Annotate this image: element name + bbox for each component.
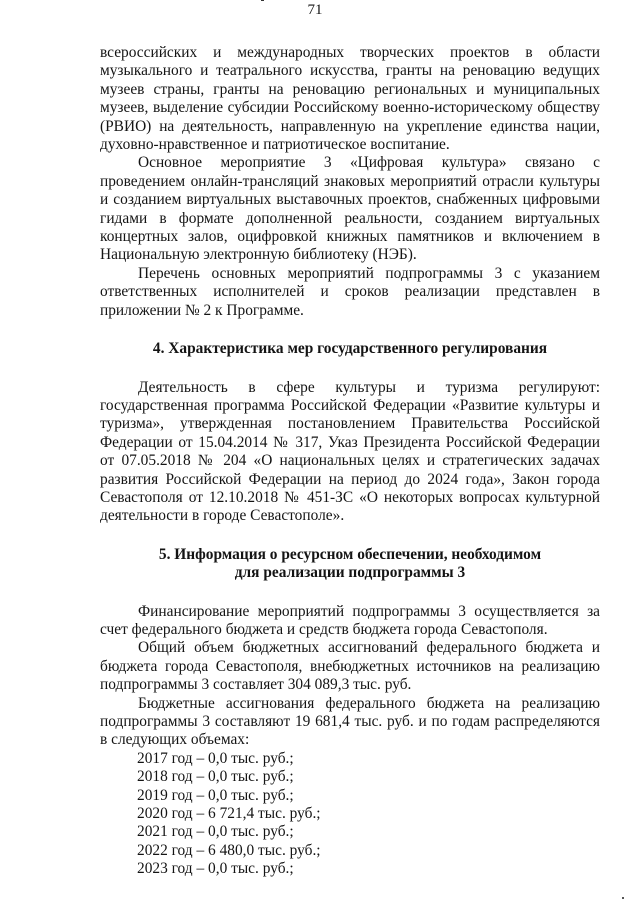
list-item: 2021 год – 0,0 тыс. руб.;: [137, 823, 294, 841]
section-5-heading-line-1: 5. Информация о ресурсном обеспечении, необходимом: [158, 545, 542, 563]
list-item: 2019 год – 0,0 тыс. руб.;: [137, 786, 294, 804]
yearly-allocations-list: [100, 750, 600, 879]
paragraph-financing: Финансирование мероприятий подпрограммы 3 осуществляется за счет федерального бюджета и средств бюджета города Севастополя.: [100, 602, 600, 638]
paragraph-digital-culture: Основное мероприятие 3 «Цифровая культура» связано с проведением онлайн-трансляций знаковых мероприятий отрасли культуры и созданием виртуальных выставочных проектов, снабженных цифровыми гидами в формате дополненной реальности, созданием виртуальных концертных залов, оцифровкой книжных памятников и включением в Национальную электронную библиотеку (НЭБ).: [100, 154, 600, 264]
section-4-heading: 4. Характеристика мер государственного регулирования: [152, 340, 548, 358]
scan-dot: [622, 897, 624, 899]
document-body: [100, 44, 600, 879]
section-5-heading-line-2: для реализации подпрограммы 3: [234, 564, 466, 582]
list-item: 2018 год – 0,0 тыс. руб.;: [137, 768, 294, 786]
paragraph-federal-budget: Бюджетные ассигнования федерального бюджета на реализацию подпрограммы 3 составляют 19 681,4 тыс. руб. и по годам распределяются в следующих объемах:: [100, 694, 600, 749]
paragraph-museum-grants: всероссийских и международных творческих проектов в области музыкального и театрального искусства, гранты на реновацию ведущих музеев страны, гранты на реновацию региональных и муниципальных музеев, выделение субсидии Российскому военно-историческому обществу (РВИО) на деятельность, направленную на укрепление единства нации, духовно-нравственное и патриотическое воспитание.: [100, 44, 600, 154]
list-item: 2023 год – 0,0 тыс. руб.;: [137, 860, 294, 878]
section-5-heading: [100, 546, 600, 583]
paragraph-total-budget: Общий объем бюджетных ассигнований федерального бюджета и бюджета города Севастополя, внебюджетных источников на реализацию подпрограммы 3 составляет 304 089,3 тыс. руб.: [100, 639, 600, 694]
paragraph-activities-list: Перечень основных мероприятий подпрограммы 3 с указанием ответственных исполнителей и сроков реализации представлен в приложении № 2 к Программе.: [100, 264, 600, 319]
list-item: 2022 год – 6 480,0 тыс. руб.;: [137, 841, 321, 859]
list-item: 2020 год – 6 721,4 тыс. руб.;: [137, 805, 321, 823]
list-item: 2017 год – 0,0 тыс. руб.;: [137, 749, 294, 767]
paragraph-regulation: Деятельность в сфере культуры и туризма регулируют: государственная программа Российской Федерации «Развитие культуры и туризма», утвержденная постановлением Правительства Российской Федерации от 15.04.2014 № 317, Указ Президента Российской Федерации от 07.05.2018 № 204 «О национальных целях и стратегических задачах развития Российской Федерации на период до 2024 года», Закон города Севастополя от 12.10.2018 № 451-ЗС «О некоторых вопросах культурной деятельности в городе Севастополе».: [100, 378, 600, 525]
page-number: 71: [307, 2, 323, 18]
